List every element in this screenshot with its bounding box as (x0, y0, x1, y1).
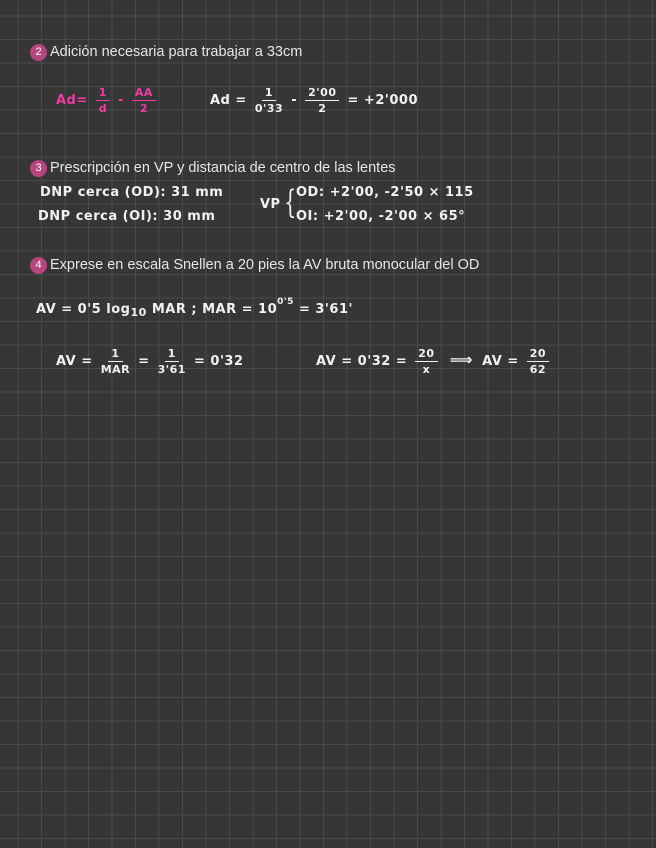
av-snellen-line (316, 347, 552, 376)
av-fraction: $\frac{20}{62}$ (527, 347, 549, 376)
brace: { (284, 183, 297, 221)
calc-result: = +2'000 (347, 93, 418, 108)
mar-exponent: 0'5 (277, 297, 294, 307)
section-4-heading (30, 257, 479, 274)
av-decimal-line (56, 347, 244, 376)
rx-od: OD: +2'00, -2'50 × 115 (296, 185, 474, 200)
av-log-expression: AV = 0'5 log (36, 302, 131, 317)
vp-label: VP (260, 197, 281, 212)
mar-result: = 3'61' (298, 302, 353, 317)
calc-fraction: $\frac{1}{0'33}$ (254, 86, 284, 115)
av-fraction: $\frac{1}{\text{MAR}}$ (100, 347, 131, 376)
section-3-heading (30, 160, 396, 177)
formula-lhs: Ad= (56, 93, 88, 108)
implies-arrow-icon: ⟹ (449, 350, 474, 369)
av3-lhs: AV = (482, 354, 519, 369)
section-2-heading (30, 44, 302, 61)
av-fraction: $\frac{1}{3'61}$ (157, 347, 186, 376)
av-log-mar-line (36, 297, 353, 319)
dnp-oi: DNP cerca (OI): 30 mm (38, 209, 216, 224)
section-number-badge: 2 (30, 44, 47, 61)
av-result: = 0'32 (193, 354, 244, 369)
formula-fraction: $\frac{AA}{2}$ (132, 86, 156, 115)
calc-fraction: $\frac{2'00}{2}$ (305, 86, 339, 115)
section-number-badge: 4 (30, 257, 47, 274)
section-number-badge: 3 (30, 160, 47, 177)
rx-oi: OI: +2'00, -2'00 × 65° (296, 209, 466, 224)
section-title: Prescripción en VP y distancia de centro de las lentes (50, 160, 396, 176)
log-base: 10 (130, 306, 147, 319)
addition-calculation (210, 86, 418, 115)
formula-minus: - (117, 93, 124, 108)
av-fraction: $\frac{20}{x}$ (415, 347, 437, 376)
calc-lhs: Ad = (210, 93, 247, 108)
mar-expression: MAR ; MAR = 10 (151, 302, 278, 317)
equals: = (138, 354, 150, 369)
dnp-od: DNP cerca (OD): 31 mm (40, 185, 224, 200)
addition-formula (56, 86, 159, 115)
section-title: Adición necesaria para trabajar a 33cm (50, 44, 303, 60)
formula-fraction: $\frac{1}{d}$ (96, 86, 110, 115)
calc-minus: - (291, 93, 298, 108)
av-lhs: AV = (56, 354, 93, 369)
section-title: Exprese en escala Snellen a 20 pies la AV bruta monocular del OD (50, 257, 480, 273)
av2-lhs: AV = 0'32 = (316, 354, 408, 369)
